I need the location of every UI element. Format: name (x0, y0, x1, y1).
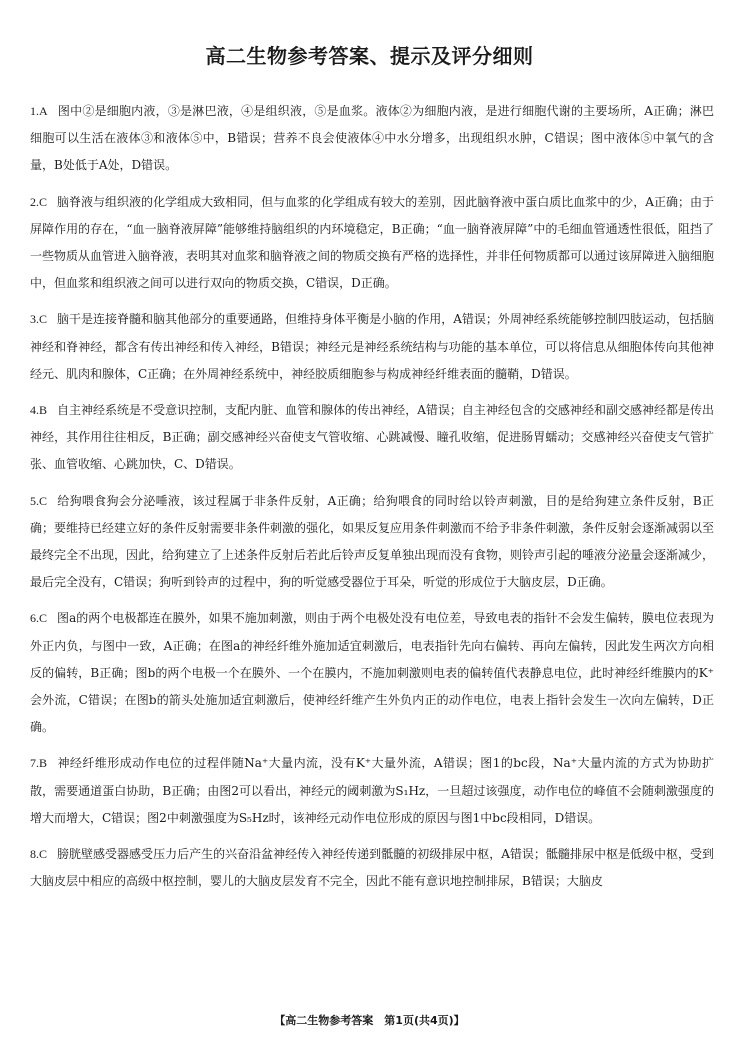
item-number: 2. (30, 194, 39, 209)
answer-item-6 (30, 605, 714, 741)
answer-item-1 (30, 98, 714, 180)
answer-item-4 (30, 397, 714, 479)
item-explanation: 图a的两个电极都连在膜外，如果不施加刺激，则由于两个电极处没有电位差，导致电表的指针不会发生偏转，膜电位表现为外正内负，与图中一致，A正确；在图a的神经纤维外施加适宜刺激后，电表指针先向右偏转、再向左偏转，因此发生两次方向相反的偏转，B正确；图b的两个电极一个在膜外、一个在膜内，不施加刺激则电表的偏转值代表静息电位，此时神经纤维膜内的K⁺会外流，C错误；在图b的箭头处施加适宜刺激后，使神经纤维产生外负内正的动作电位，电表上指针会发生一次向左偏转，D正确。 (30, 611, 714, 735)
item-number: 6. (30, 611, 39, 626)
item-explanation: 脑干是连接脊髓和脑其他部分的重要通路，但维持身体平衡是小脑的作用，A错误；外周神经系统能够控制四肢运动，包括脑神经和脊神经，都含有传出神经和传入神经，B错误；神经元是神经系统结构与功能的基本单位，可以将信息从细胞体传向其他神经元、肌肉和腺体，C正确；在外周神经系统中，神经胶质细胞参与构成神经纤维表面的髓鞘，D错误。 (30, 312, 714, 381)
item-number: 7. (30, 756, 39, 771)
item-answer: B (39, 756, 48, 771)
item-explanation: 给狗喂食狗会分泌唾液，该过程属于非条件反射，A正确；给狗喂食的同时给以铃声刺激，目的是给狗建立条件反射，B正确；要维持已经建立好的条件反射需要非条件刺激的强化，如果反复应用条件刺激而不给予非条件刺激，条件反射会逐渐减弱以至最终完全不出现，因此，给狗建立了上述条件反射后若此后铃声反复单独出现而没有食物，则铃声引起的唾液分泌量会逐渐减少，最后完全没有，C错误；狗听到铃声的过程中，狗的听觉感受器位于耳朵，听觉的形成位于大脑皮层，D正确。 (30, 493, 715, 590)
item-answer: A (39, 104, 48, 118)
answer-item-3 (30, 306, 714, 388)
item-answer: B (39, 403, 48, 418)
page-title: 高二生物参考答案、提示及评分细则 (205, 44, 534, 68)
item-number: 5. (30, 493, 39, 508)
answer-item-7 (30, 750, 714, 832)
answer-item-8 (30, 841, 714, 895)
item-number: 4. (30, 403, 39, 418)
answer-item-5 (30, 488, 714, 597)
item-answer: C (39, 312, 48, 327)
answer-list (30, 98, 714, 904)
item-explanation: 膀胱壁感受器感受压力后产生的兴奋沿盆神经传入神经传递到骶髓的初级排尿中枢，A错误；骶髓排尿中枢是低级中枢，受到大脑皮层中相应的高级中枢控制，婴儿的大脑皮层发育不完全，因此不能有意识地控制排尿，B错误；大脑皮 (30, 847, 714, 889)
item-answer: C (39, 493, 48, 508)
item-number: 8. (30, 847, 39, 862)
item-explanation: 神经纤维形成动作电位的过程伴随Na⁺大量内流，没有K⁺大量外流，A错误；图1的bc段，Na⁺大量内流的方式为协助扩散，需要通道蛋白协助，B正确；由图2可以看出，神经元的阈刺激为S₁Hz，一旦超过该强度，动作电位的峰值不会随刺激强度的增大而增大，C错误；图2中刺激强度为S₅Hz时，该神经元动作电位形成的原因与图1中bc段相同，D错误。 (30, 756, 714, 825)
item-explanation: 脑脊液与组织液的化学组成大致相同，但与血浆的化学组成有较大的差别，因此脑脊液中蛋白质比血浆中的少，A正确；由于屏障作用的存在，“血一脑脊液屏障”能够维持脑组织的内环境稳定，B正确；“血一脑脊液屏障”中的毛细血管通透性很低，阻挡了一些物质从血管进入脑脊液，表明其对血浆和脑脊液之间的物质交换有严格的选择性，并非任何物质都可以通过该屏障进入脑细胞中，但血浆和组织液之间可以进行双向的物质交换，C错误，D正确。 (30, 194, 715, 291)
answer-item-2 (30, 189, 714, 298)
page-footer: 【高二生物参考答案 第1页(共4页)】 (274, 1014, 465, 1027)
item-answer: C (39, 611, 48, 626)
item-number: 1. (30, 104, 39, 118)
item-answer: C (39, 847, 48, 862)
item-explanation: 图中②是细胞内液，③是淋巴液，④是组织液，⑤是血浆。液体②为细胞内液，是进行细胞代谢的主要场所，A正确；淋巴细胞可以生活在液体③和液体⑤中，B错误；营养不良会使液体④中水分增多，出现组织水肿，C错误；图中液体⑤中氧气的含量，B处低于A处，D错误。 (30, 104, 714, 173)
item-number: 3. (30, 312, 39, 327)
item-answer: C (39, 194, 48, 209)
item-explanation: 自主神经系统是不受意识控制，支配内脏、血管和腺体的传出神经，A错误；自主神经包含的交感神经和副交感神经都是传出神经，其作用往往相反，B正确；副交感神经兴奋使支气管收缩、心跳减慢、瞳孔收缩，促进肠胃蠕动；交感神经兴奋使支气管扩张、血管收缩、心跳加快，C、D错误。 (30, 403, 714, 472)
